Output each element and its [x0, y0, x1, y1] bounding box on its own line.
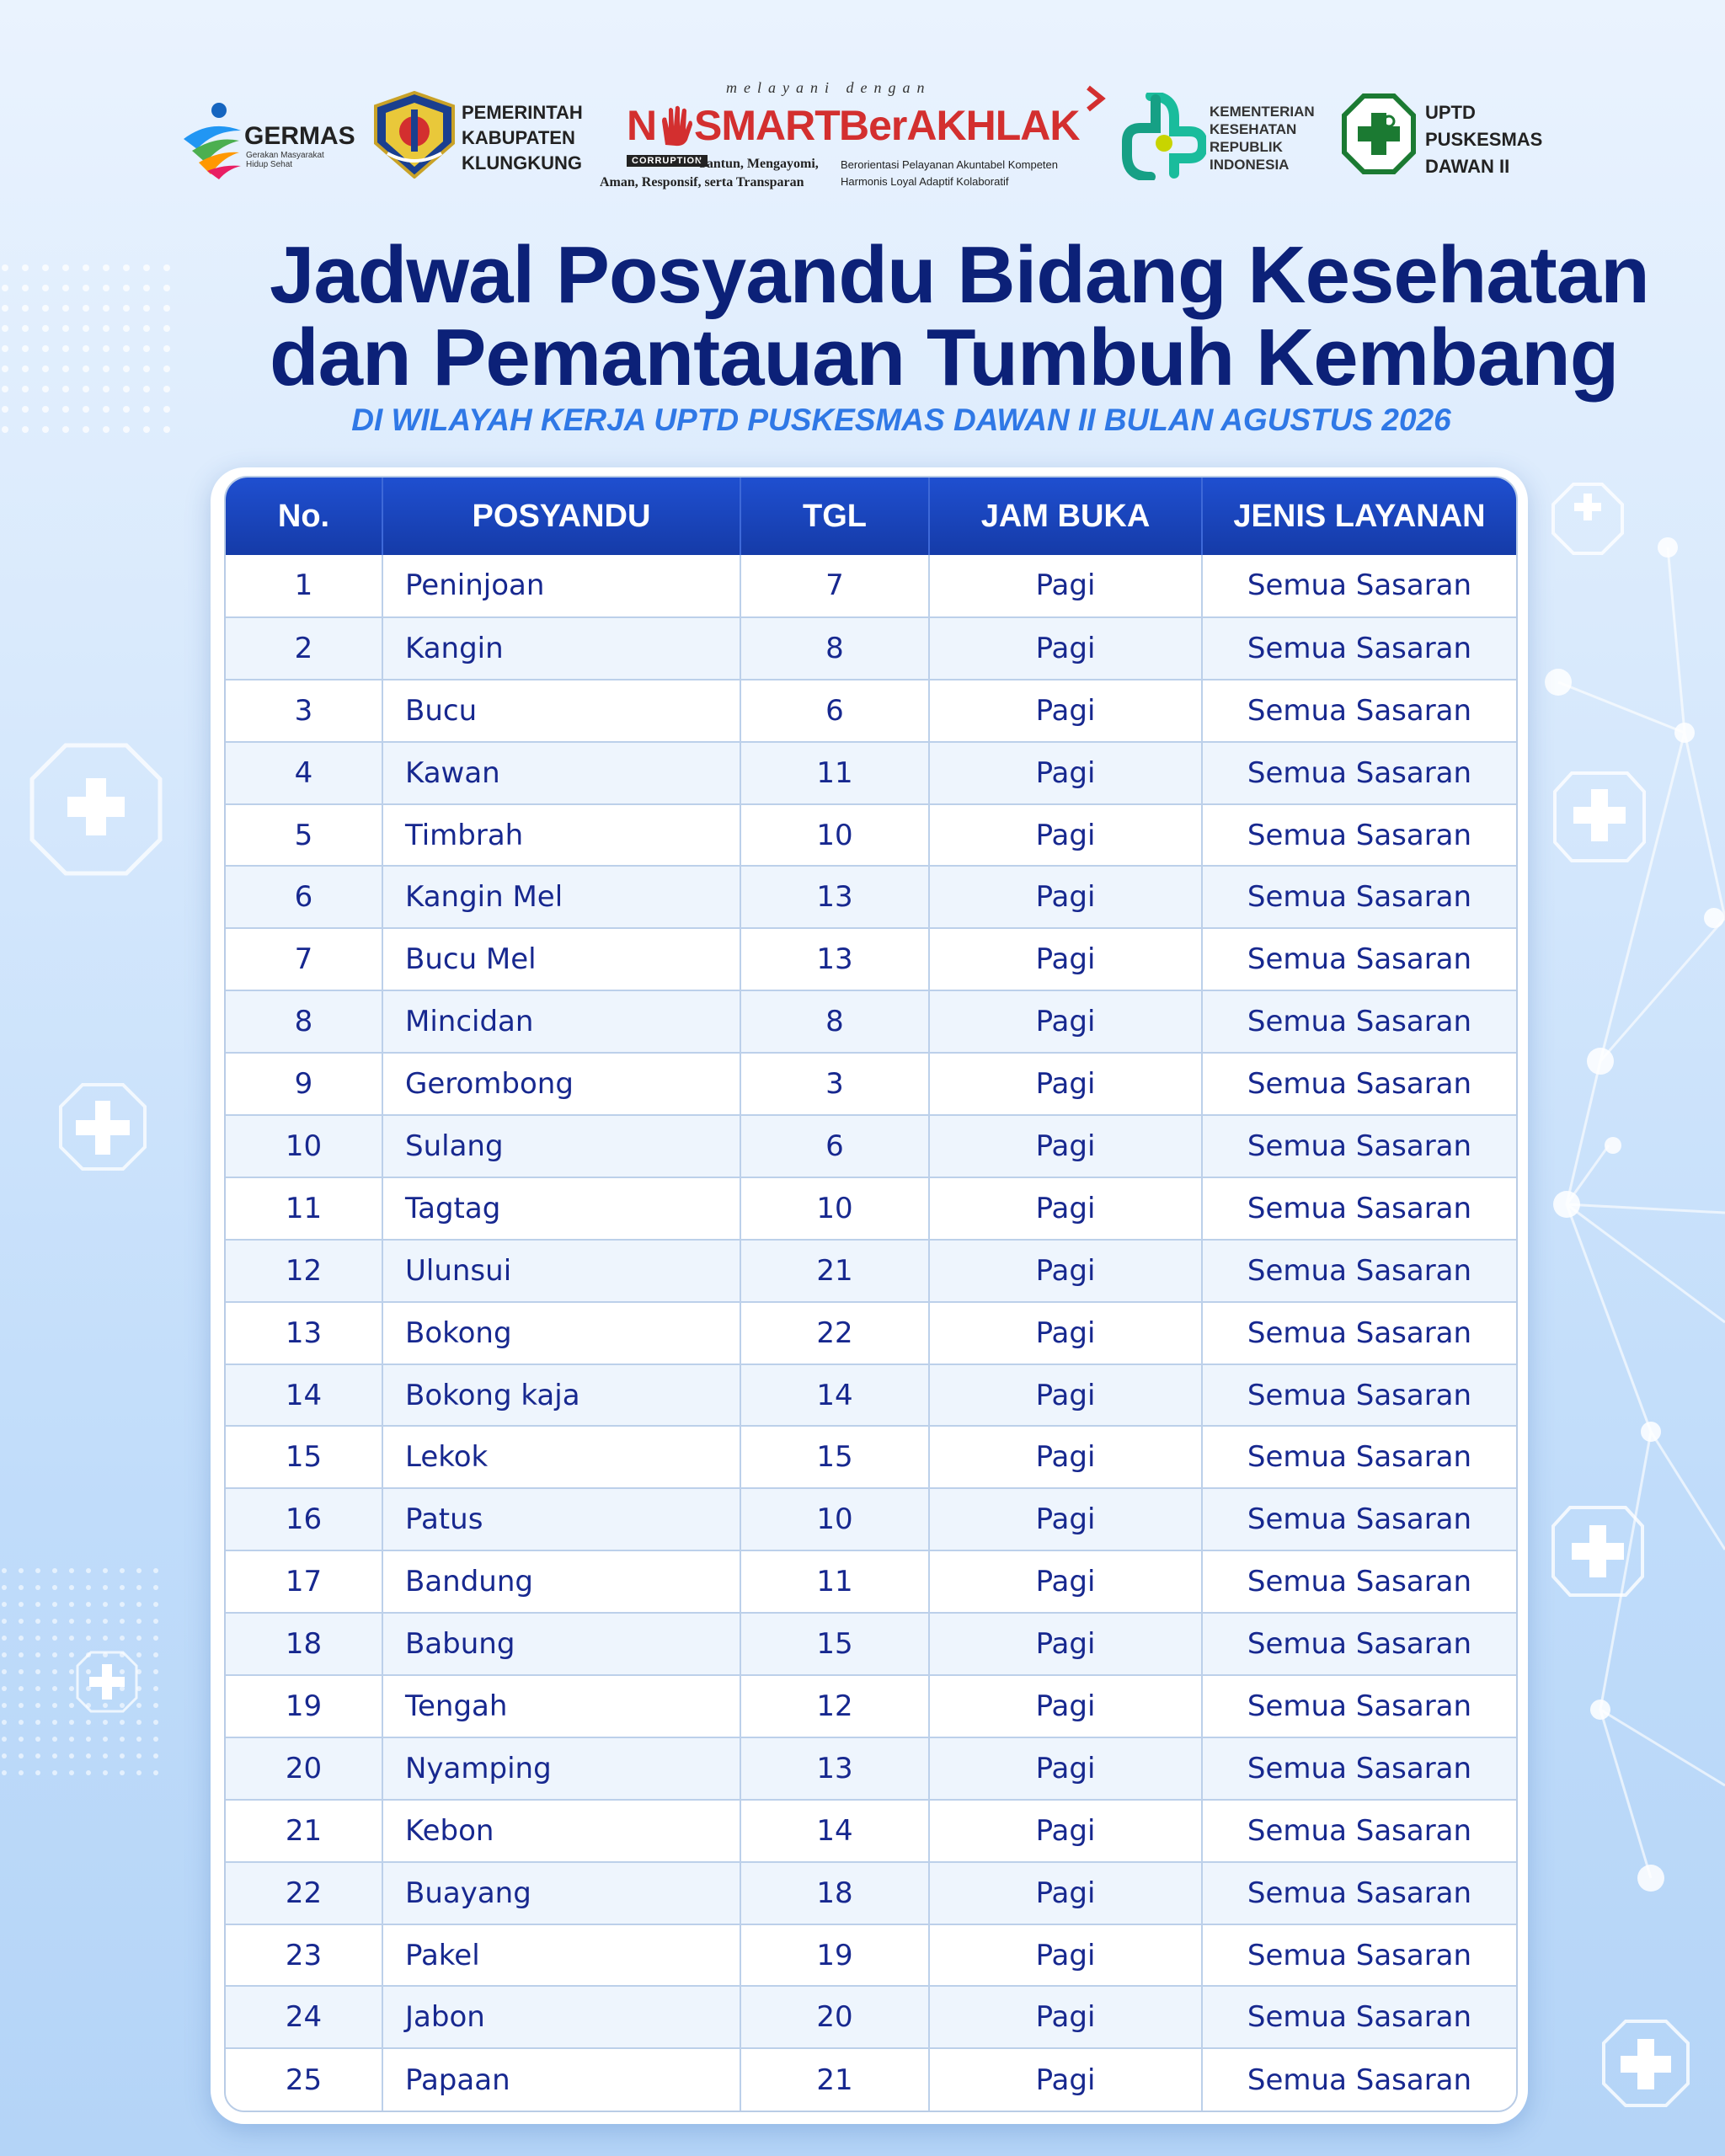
- corruption-badge: CORRUPTION: [627, 155, 708, 167]
- cell-jam-buka: Pagi: [929, 2048, 1202, 2111]
- plus-badge-icon: [1604, 2021, 1688, 2105]
- table-row: [226, 1800, 1516, 1862]
- table-row: [226, 1550, 1516, 1613]
- table-row: [226, 742, 1516, 804]
- schedule-table-frame: [224, 476, 1518, 2112]
- cell-posyandu: Babung: [382, 1613, 740, 1675]
- header-no: No.: [226, 478, 382, 555]
- cell-posyandu: Sulang: [382, 1115, 740, 1177]
- cell-no: 12: [226, 1240, 382, 1302]
- germas-emblem-icon: [177, 97, 244, 181]
- berakhlak-slogan-2: Aman, Responsif, serta Transparan: [600, 175, 804, 189]
- table-row: [226, 680, 1516, 742]
- cell-posyandu: Bucu Mel: [382, 928, 740, 990]
- puskesmas-logo: [1341, 93, 1560, 185]
- table-row: [226, 1613, 1516, 1675]
- cell-tgl: 19: [740, 1924, 929, 1987]
- berakhlak-no-text: N: [627, 102, 658, 149]
- kemenkes-line2: KESEHATAN: [1210, 121, 1297, 137]
- cell-jam-buka: Pagi: [929, 1364, 1202, 1427]
- cell-posyandu: Buayang: [382, 1862, 740, 1924]
- cell-jenis-layanan: Semua Sasaran: [1202, 1364, 1516, 1427]
- cell-posyandu: Bokong kaja: [382, 1364, 740, 1427]
- cell-no: 20: [226, 1737, 382, 1800]
- cell-no: 21: [226, 1800, 382, 1862]
- cell-tgl: 20: [740, 1986, 929, 2048]
- dot-pattern-top: [0, 253, 177, 446]
- table-row: [226, 1053, 1516, 1115]
- klungkung-crest-icon: [371, 91, 458, 179]
- berakhlak-values-2: Harmonis Loyal Adaptif Kolaboratif: [841, 175, 1009, 188]
- pemkab-line2: KABUPATEN: [462, 127, 575, 148]
- cell-jenis-layanan: Semua Sasaran: [1202, 866, 1516, 928]
- cell-jenis-layanan: Semua Sasaran: [1202, 617, 1516, 680]
- berakhlak-smart-text: SMART: [694, 102, 840, 149]
- cell-tgl: 13: [740, 1737, 929, 1800]
- header-jenis-layanan: JENIS LAYANAN: [1233, 498, 1486, 534]
- cell-jenis-layanan: Semua Sasaran: [1202, 1550, 1516, 1613]
- page-subtitle: DI WILAYAH KERJA UPTD PUSKESMAS DAWAN II BULAN AGUSTUS 2026: [351, 403, 1451, 437]
- cell-tgl: 14: [740, 1364, 929, 1427]
- cell-tgl: 6: [740, 680, 929, 742]
- cell-tgl: 22: [740, 1302, 929, 1364]
- cell-jenis-layanan: Semua Sasaran: [1202, 1737, 1516, 1800]
- logo-strip: [0, 67, 1725, 211]
- cell-jam-buka: Pagi: [929, 1426, 1202, 1488]
- cell-posyandu: Tagtag: [382, 1177, 740, 1240]
- kemenkes-emblem-icon: [1122, 93, 1206, 180]
- pemkab-klungkung-logo: [371, 91, 598, 184]
- cell-jam-buka: Pagi: [929, 1613, 1202, 1675]
- cell-no: 16: [226, 1488, 382, 1550]
- plus-badge-icon: [1555, 773, 1644, 861]
- cell-no: 8: [226, 990, 382, 1053]
- cell-tgl: 12: [740, 1675, 929, 1737]
- cell-tgl: 6: [740, 1115, 929, 1177]
- schedule-card: [211, 467, 1528, 2124]
- cell-jam-buka: Pagi: [929, 1986, 1202, 2048]
- cell-posyandu: Bucu: [382, 680, 740, 742]
- cell-posyandu: Gerombong: [382, 1053, 740, 1115]
- puskesmas-line1: UPTD: [1425, 102, 1476, 123]
- cell-jam-buka: Pagi: [929, 1862, 1202, 1924]
- cell-no: 19: [226, 1675, 382, 1737]
- germas-name: GERMAS: [244, 122, 355, 150]
- table-row: [226, 804, 1516, 867]
- cell-posyandu: Papaan: [382, 2048, 740, 2111]
- cell-jam-buka: Pagi: [929, 990, 1202, 1053]
- cell-jam-buka: Pagi: [929, 1302, 1202, 1364]
- cell-posyandu: Peninjoan: [382, 555, 740, 617]
- cell-jam-buka: Pagi: [929, 1177, 1202, 1240]
- cell-jenis-layanan: Semua Sasaran: [1202, 1240, 1516, 1302]
- cell-jenis-layanan: Semua Sasaran: [1202, 1613, 1516, 1675]
- cell-jam-buka: Pagi: [929, 1550, 1202, 1613]
- cell-jam-buka: Pagi: [929, 1737, 1202, 1800]
- cell-jenis-layanan: Semua Sasaran: [1202, 1924, 1516, 1987]
- table-row: [226, 1240, 1516, 1302]
- cell-no: 1: [226, 555, 382, 617]
- cell-jam-buka: Pagi: [929, 1924, 1202, 1987]
- cell-jenis-layanan: Semua Sasaran: [1202, 1862, 1516, 1924]
- cell-no: 15: [226, 1426, 382, 1488]
- cell-no: 11: [226, 1177, 382, 1240]
- pemkab-line3: KLUNGKUNG: [462, 152, 582, 173]
- cell-jam-buka: Pagi: [929, 680, 1202, 742]
- cell-jam-buka: Pagi: [929, 555, 1202, 617]
- cell-no: 9: [226, 1053, 382, 1115]
- cell-posyandu: Patus: [382, 1488, 740, 1550]
- header-tgl: TGL: [740, 478, 929, 555]
- cell-posyandu: Kangin Mel: [382, 866, 740, 928]
- cell-jenis-layanan: Semua Sasaran: [1202, 1488, 1516, 1550]
- cell-no: 6: [226, 866, 382, 928]
- cell-tgl: 18: [740, 1862, 929, 1924]
- cell-tgl: 10: [740, 1488, 929, 1550]
- table-row: [226, 1737, 1516, 1800]
- table-header-row: [226, 478, 1516, 555]
- table-row: [226, 1115, 1516, 1177]
- cell-no: 3: [226, 680, 382, 742]
- kemenkes-line3: REPUBLIK: [1210, 139, 1283, 155]
- cell-tgl: 15: [740, 1426, 929, 1488]
- cell-tgl: 7: [740, 555, 929, 617]
- berakhlak-brand-text: BerAKHLAK: [839, 102, 1080, 149]
- cell-posyandu: Kawan: [382, 742, 740, 804]
- berakhlak-values-1: Berorientasi Pelayanan Akuntabel Kompeten: [841, 158, 1059, 171]
- cell-posyandu: Mincidan: [382, 990, 740, 1053]
- table-row: [226, 1364, 1516, 1427]
- cell-posyandu: Bokong: [382, 1302, 740, 1364]
- cell-no: 5: [226, 804, 382, 867]
- berakhlak-top-text: melayani dengan: [726, 79, 932, 96]
- page-title-line-1: Jadwal Posyandu Bidang Kesehatan: [270, 230, 1649, 320]
- puskesmas-line3: DAWAN II: [1425, 156, 1510, 177]
- cell-no: 14: [226, 1364, 382, 1427]
- cell-jam-buka: Pagi: [929, 617, 1202, 680]
- berakhlak-slogan-1: Santun, Mengayomi,: [699, 157, 819, 171]
- cell-posyandu: Timbrah: [382, 804, 740, 867]
- cell-tgl: 11: [740, 1550, 929, 1613]
- cell-tgl: 14: [740, 1800, 929, 1862]
- table-row: [226, 617, 1516, 680]
- pemkab-line1: PEMERINTAH: [462, 102, 583, 123]
- cell-posyandu: Bandung: [382, 1550, 740, 1613]
- cell-jenis-layanan: Semua Sasaran: [1202, 990, 1516, 1053]
- cell-jam-buka: Pagi: [929, 1240, 1202, 1302]
- cell-no: 25: [226, 2048, 382, 2111]
- puskesmas-line2: PUSKESMAS: [1425, 129, 1543, 150]
- cell-jam-buka: Pagi: [929, 928, 1202, 990]
- table-row: [226, 1986, 1516, 2048]
- cell-jenis-layanan: Semua Sasaran: [1202, 1302, 1516, 1364]
- cell-no: 10: [226, 1115, 382, 1177]
- cell-posyandu: Lekok: [382, 1426, 740, 1488]
- cell-posyandu: Tengah: [382, 1675, 740, 1737]
- cell-tgl: 11: [740, 742, 929, 804]
- table-row: [226, 990, 1516, 1053]
- table-row: [226, 1488, 1516, 1550]
- table-row: [226, 1177, 1516, 1240]
- berakhlak-logo: [600, 76, 1105, 194]
- header-jam-buka: JAM BUKA: [929, 478, 1202, 555]
- table-body: [226, 555, 1516, 2111]
- cell-no: 13: [226, 1302, 382, 1364]
- cell-no: 2: [226, 617, 382, 680]
- cell-tgl: 21: [740, 2048, 929, 2111]
- germas-logo: [177, 97, 354, 189]
- table-row: [226, 1862, 1516, 1924]
- cell-jenis-layanan: Semua Sasaran: [1202, 1675, 1516, 1737]
- cell-tgl: 15: [740, 1613, 929, 1675]
- cell-posyandu: Pakel: [382, 1924, 740, 1987]
- cell-no: 24: [226, 1986, 382, 2048]
- table-row: [226, 1426, 1516, 1488]
- cell-tgl: 13: [740, 928, 929, 990]
- cell-posyandu: Nyamping: [382, 1737, 740, 1800]
- table-row: [226, 2048, 1516, 2111]
- cell-tgl: 10: [740, 804, 929, 867]
- table-row: [226, 928, 1516, 990]
- hand-stop-icon: [657, 104, 694, 147]
- table-row: [226, 555, 1516, 617]
- cell-jenis-layanan: Semua Sasaran: [1202, 928, 1516, 990]
- kemenkes-logo: [1122, 93, 1316, 185]
- plus-badge-icon: [1553, 484, 1622, 553]
- cell-jam-buka: Pagi: [929, 1488, 1202, 1550]
- cell-no: 18: [226, 1613, 382, 1675]
- schedule-table: [226, 478, 1516, 2111]
- chevron-right-icon: [1083, 84, 1108, 113]
- network-lines: [1558, 547, 1725, 1878]
- cell-jenis-layanan: Semua Sasaran: [1202, 1177, 1516, 1240]
- cell-jam-buka: Pagi: [929, 866, 1202, 928]
- cell-tgl: 3: [740, 1053, 929, 1115]
- page-title-line-2: dan Pemantauan Tumbuh Kembang: [270, 312, 1619, 403]
- cell-tgl: 8: [740, 617, 929, 680]
- cell-jenis-layanan: Semua Sasaran: [1202, 1053, 1516, 1115]
- plus-badge-icon: [61, 1085, 145, 1169]
- table-row: [226, 866, 1516, 928]
- cell-jenis-layanan: Semua Sasaran: [1202, 1115, 1516, 1177]
- cell-jam-buka: Pagi: [929, 804, 1202, 867]
- cell-jenis-layanan: Semua Sasaran: [1202, 1426, 1516, 1488]
- header-posyandu: POSYANDU: [382, 478, 740, 555]
- kemenkes-line4: INDONESIA: [1210, 157, 1290, 173]
- cell-jam-buka: Pagi: [929, 1800, 1202, 1862]
- cell-no: 4: [226, 742, 382, 804]
- kemenkes-line1: KEMENTERIAN: [1210, 104, 1315, 120]
- cell-jam-buka: Pagi: [929, 1053, 1202, 1115]
- cell-no: 23: [226, 1924, 382, 1987]
- cell-posyandu: Kebon: [382, 1800, 740, 1862]
- cell-no: 17: [226, 1550, 382, 1613]
- cell-tgl: 21: [740, 1240, 929, 1302]
- table-row: [226, 1924, 1516, 1987]
- cell-jenis-layanan: Semua Sasaran: [1202, 804, 1516, 867]
- cell-posyandu: Jabon: [382, 1986, 740, 2048]
- network-nodes: [1545, 537, 1724, 1892]
- table-row: [226, 1675, 1516, 1737]
- cell-jenis-layanan: Semua Sasaran: [1202, 680, 1516, 742]
- cell-jam-buka: Pagi: [929, 1115, 1202, 1177]
- cell-jenis-layanan: Semua Sasaran: [1247, 2063, 1472, 2097]
- cell-tgl: 13: [740, 866, 929, 928]
- cell-tgl: 10: [740, 1177, 929, 1240]
- cell-posyandu: Ulunsui: [382, 1240, 740, 1302]
- table-row: [226, 1302, 1516, 1364]
- cell-no: 22: [226, 1862, 382, 1924]
- cell-posyandu: Kangin: [382, 617, 740, 680]
- cell-no: 7: [226, 928, 382, 990]
- dot-pattern-bottom: [0, 1558, 168, 1777]
- germas-tagline: Gerakan Masyarakat Hidup Sehat: [246, 151, 324, 169]
- puskesmas-emblem-icon: [1341, 93, 1417, 175]
- cell-tgl: 8: [740, 990, 929, 1053]
- cell-jam-buka: Pagi: [929, 742, 1202, 804]
- cell-jam-buka: Pagi: [929, 1675, 1202, 1737]
- cell-jenis-layanan: Semua Sasaran: [1202, 555, 1516, 617]
- plus-badge-icon: [32, 745, 160, 873]
- cell-jenis-layanan: Semua Sasaran: [1202, 1986, 1516, 2048]
- cell-jenis-layanan: Semua Sasaran: [1202, 1800, 1516, 1862]
- cell-jenis-layanan: Semua Sasaran: [1202, 742, 1516, 804]
